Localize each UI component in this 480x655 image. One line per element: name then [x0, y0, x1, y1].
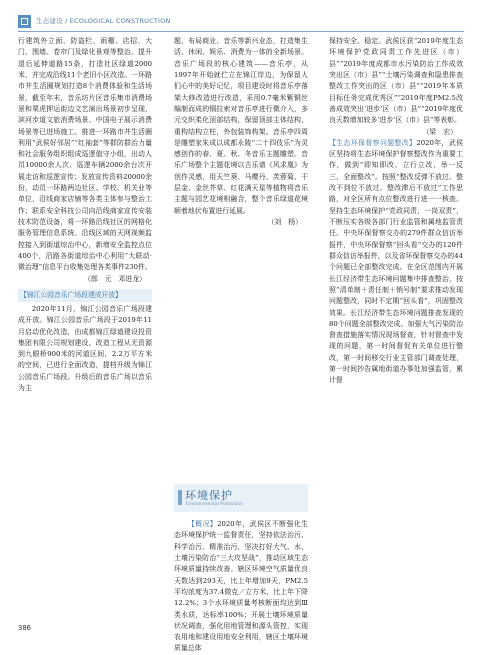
banner-accent-bar: [178, 490, 182, 505]
paragraph: 2020年11月，锦江公园音乐广场段建成开放。锦江公园音乐广场段于2019年11月启动优化改造，由成都锦江绿道建设投资集团有限公司规划建设。改造工程从无资源到九眼桥900米的河道区间，2.2万平方米的空间，已进行全面改造，提档升级为锦江公园音乐广场段。升级后的音乐广场以音乐为主: [18, 304, 152, 393]
paragraph: [329, 138, 463, 387]
header-section-title: 生态建设 / ECOLOGICAL CONSTRUCTION: [36, 17, 171, 25]
lead-heading: 【概况】: [187, 520, 218, 528]
banner-title: 环境保护: [185, 489, 233, 502]
paragraph: 保持安全、稳定。武侯区获“2019年度生态环境保护党政同责工作先进区（市）县”“2019年度成都市水污染防治工作成效突出区（市）县”“土壤污染调查和隐患排查整改工作突出的区（市）县”“2019年本质目标任务完成优秀区”“2019年度PM2.5改善成效突出‘进步’区（市）县”“2019年度优良天数增加较多‘进步’区（市）县”等表彰。: [329, 37, 463, 125]
column-1: [18, 36, 152, 394]
author-signature: （刘 杨）: [267, 218, 302, 226]
author-signature: （梁 宏）: [422, 127, 457, 136]
column-2: [174, 36, 308, 228]
page-number: 386: [18, 624, 31, 632]
paragraph-text: 2020年，武侯区不断强化生态环境保护统一监督责任，坚持依法治污、科学治污、精准治污，坚决打好大气、水、土壤污染防治“三大攻坚战”，推动区域生态环境质量持续改善。辖区环境空气质量优良天数达到293天，比上年增加9天，PM2.5平均浓度为37.4微克／立方米，比上年下降12.2%；3个水环境质量考核断面均达到Ⅲ类水质，达标率100%；开展土壤环境质量状况调查，强化用地管理和源头管控，实现农用地和建设用地安全利用，辖区土壤环境质量总体: [174, 520, 309, 653]
column-3: [329, 36, 463, 387]
column-2-lower: [174, 519, 308, 655]
page-header: [18, 14, 464, 32]
banner-subtitle: Environmental Protection: [186, 502, 243, 507]
paragraph: 题，布局商业、音乐等新兴业态，打造集生活、休闲、娱乐、消费为一体的全新场景。音乐广场段的核心建筑——音乐亭，从1997年开始就伫立在锦江岸边，为保留人们心中的美好记忆，项目建设时将音乐亭落架大修改造进行改造，采用0.7毫米紫铜丝编制而成的铜拉索对音乐亭进行微介入，多元交织柔化顶部结构，保留顶部主体结构，重构结构立柱，外包装饰构架。音乐亭四周是雕塑家朱成以成都永陵“二十四伎乐”为灵感创作的春、夏、秋、冬音乐主题雕塑。音乐广场整个主题花境以古乐谱《风求凰》为创作灵感，用天竺葵、马樱丹、芙蓉菊、千层金、金丝芥草、红花满天星等植物将音乐主题与园艺花境相融合，整个音乐绿道花境顺着地状布置进行延展。: [174, 37, 308, 215]
paragraph: 行建筑外立面、防盗栏、雨棚、店招、大门、围墙、卷帘门及绿化景观等整治。提升退后延伸道路15条，打造社区绿道2000米，并完成沿线11个老旧小区改造。一环路市井生活圈规划打造8个消费体验和生活场景，截至年末，音乐坊片区音乐集市消费场景和栗虎押运街边文艺演出场景初步呈现，滨河步道文旅消费场景、中国电子展示消费场景等已进场施工。推进一环路市井生活圈利用“武侯好邻居”“红袖套”等群防群治力量和社会服务组织组成巡逻值守小组，出动人员10000余人次、巡逻车辆2000余台次开展走访和巡逻宣传；发放宣传资料20000余份，动员一环路两边社区、学校、机关业等单位，沿线商家店铺等各类主体参与整治工作；联系安全科技公司向沿线商家宣传安装技术防范设备，将一环路沿线社区的网格化服务管理信息系统、沿线区域的天网视频监控接入到街道综治中心，新增安全监控点位400个，沿路各街道综治中心利用“大联动·微治理”信息平台收集处理各类事件230件。: [18, 37, 152, 272]
paragraph-text: 2020年，武侯区坚持将生态环境保护督察整改作为重要工作，做到“即知即改、立行立改、举一反三、全面整改”。按照“整改反弹不放过、整改不到位不放过、整改滞后不放过”工作思路，对全区所有点位整改进行进一一核查。坚持生态环境保护“党政同责，一岗双责”，不断压实各级各部门行业监管和属地监管责任。中央环保督察交办的279件群众信访举报件，中央环保督察“回头看”交办的120件群众信访举报件，以及省环保督察交办的44个问题已全部整改完成。在全区范围内开展长江经济带生态环境问题集中排查整治，按照“清单制＋责任制＋销号制”要求推动发现问题整改，同时不定期“回头看”，巩固整改效果。长江经济带生态环境问题排查发现的80个问题全部整改完成。加强大气污染防治督查措施落实情况现场督查，针对督查中发现的问题，第一时间督促有关单位进行整改，第一时间移交行业主管部门调查处理，第一时间抄告属地街道办事处加强监管，累计督: [329, 138, 463, 385]
section-heading: 【锦江公园音乐广场段建成开放】: [18, 289, 152, 302]
paragraph: [174, 519, 308, 655]
section-logo-icon: [18, 15, 31, 28]
header-divider: [18, 31, 464, 32]
author-signature: （郎 元 邓进龙）: [83, 274, 146, 283]
section-heading: 【生态环保督察问题整改】: [329, 138, 417, 147]
chapter-banner: [174, 484, 308, 512]
